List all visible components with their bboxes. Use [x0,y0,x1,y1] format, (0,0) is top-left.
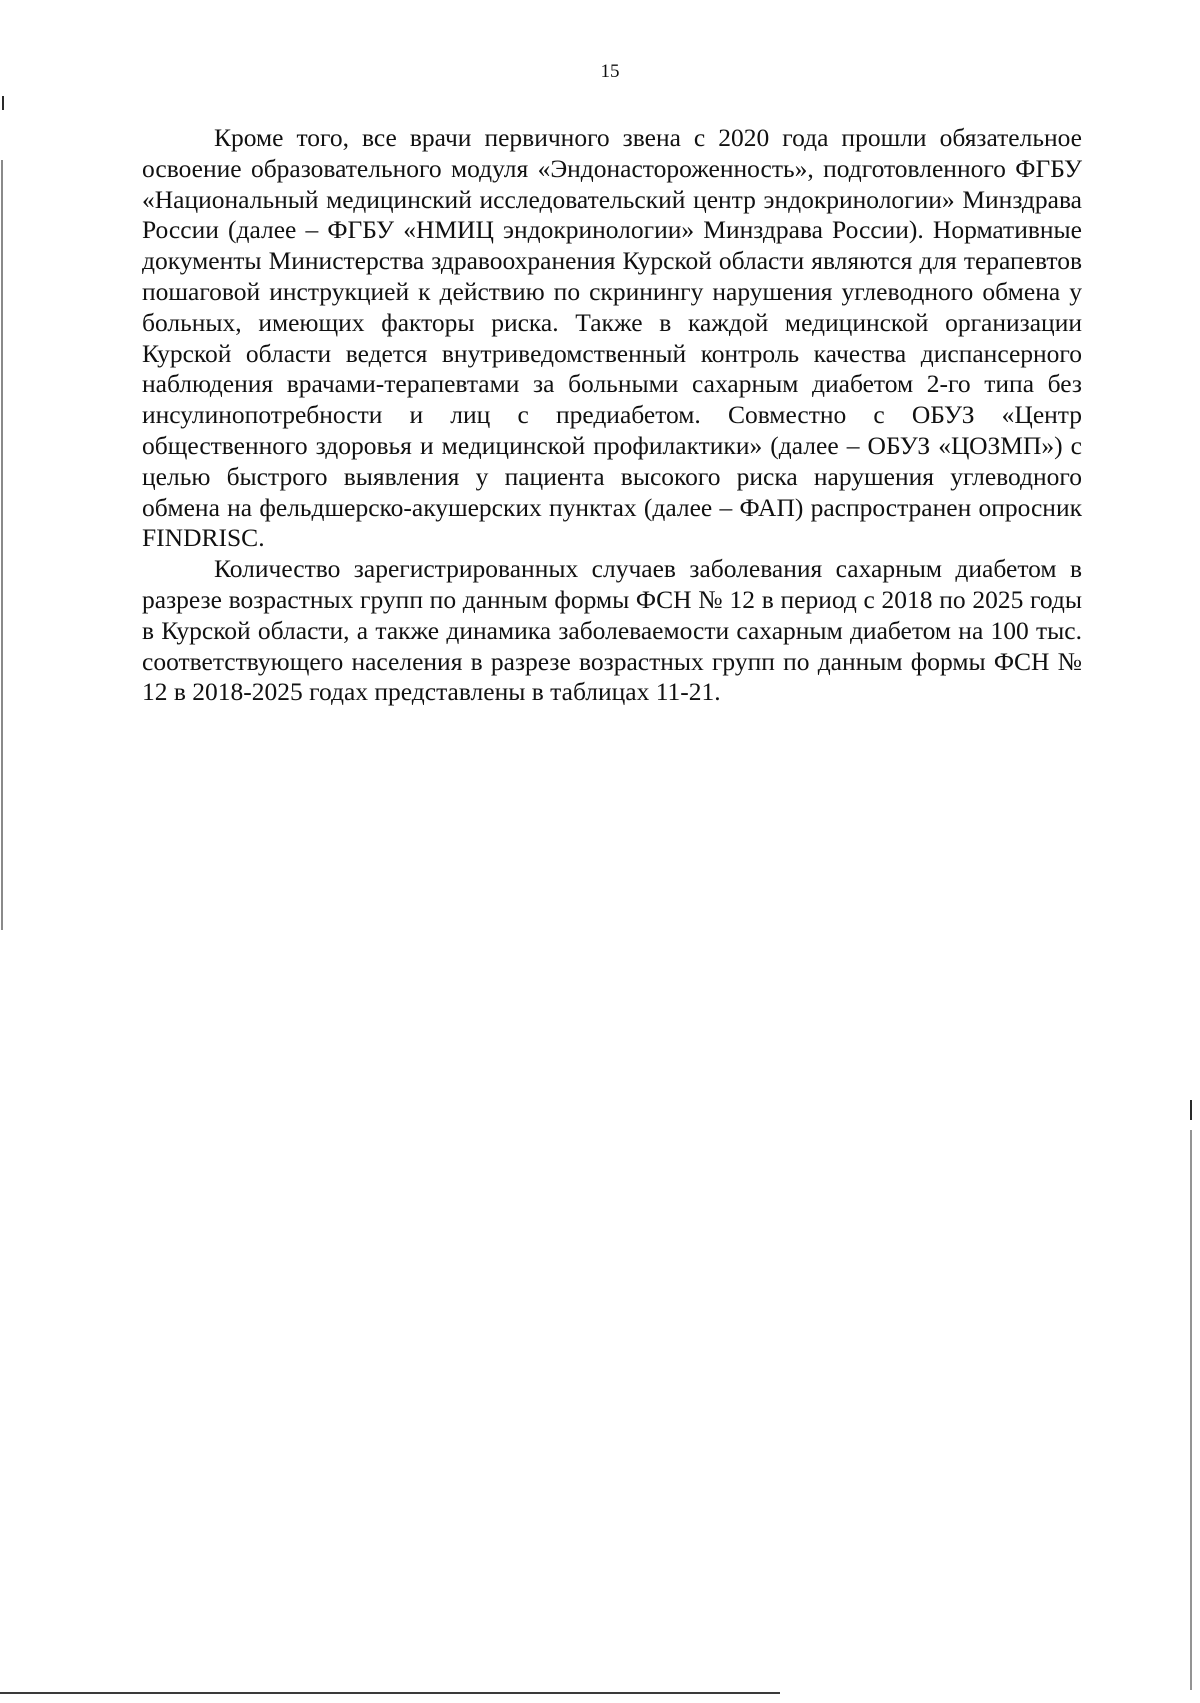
scan-artifact [1190,1100,1192,1120]
document-body [142,123,1082,708]
paragraph: Количество зарегистрированных случаев заболевания сахарным диабетом в разрезе возрастных групп по данным формы ФСН № 12 в период с 2018 по 2025 годы в Курской области, а также динамика заболеваемости сахарным диабетом на 100 тыс. соответствующего населения в разрезе возрастных групп по данным формы ФСН № 12 в 2018-2025 годах представлены в таблицах 11-21. [142,554,1082,707]
scan-artifact [1190,1130,1192,1690]
scan-artifact [1,160,3,930]
scan-edge-line [0,1692,780,1694]
page-number: 15 [600,61,620,82]
scan-artifact [2,96,4,110]
paragraph: Кроме того, все врачи первичного звена с 2020 года прошли обязательное освоение образовательного модуля «Эндонастороженность», подготовленного ФГБУ «Национальный медицинский исследовательский центр эндокринологии» Минздрава России (далее – ФГБУ «НМИЦ эндокринологии» Минздрава России). Нормативные документы Министерства здравоохранения Курской области являются для терапевтов пошаговой инструкцией к действию по скринингу нарушения углеводного обмена у больных, имеющих факторы риска. Также в каждой медицинской организации Курской области ведется внутриведомственный контроль качества диспансерного наблюдения врачами-терапевтами за больными сахарным диабетом 2-го типа без инсулинопотребности и лиц с предиабетом. Совместно с ОБУЗ «Центр общественного здоровья и медицинской профилактики» (далее – ОБУЗ «ЦОЗМП») с целью быстрого выявления у пациента высокого риска нарушения углеводного обмена на фельдшерско-акушерских пунктах (далее – ФАП) распространен опросник FINDRISC. [142,123,1082,553]
